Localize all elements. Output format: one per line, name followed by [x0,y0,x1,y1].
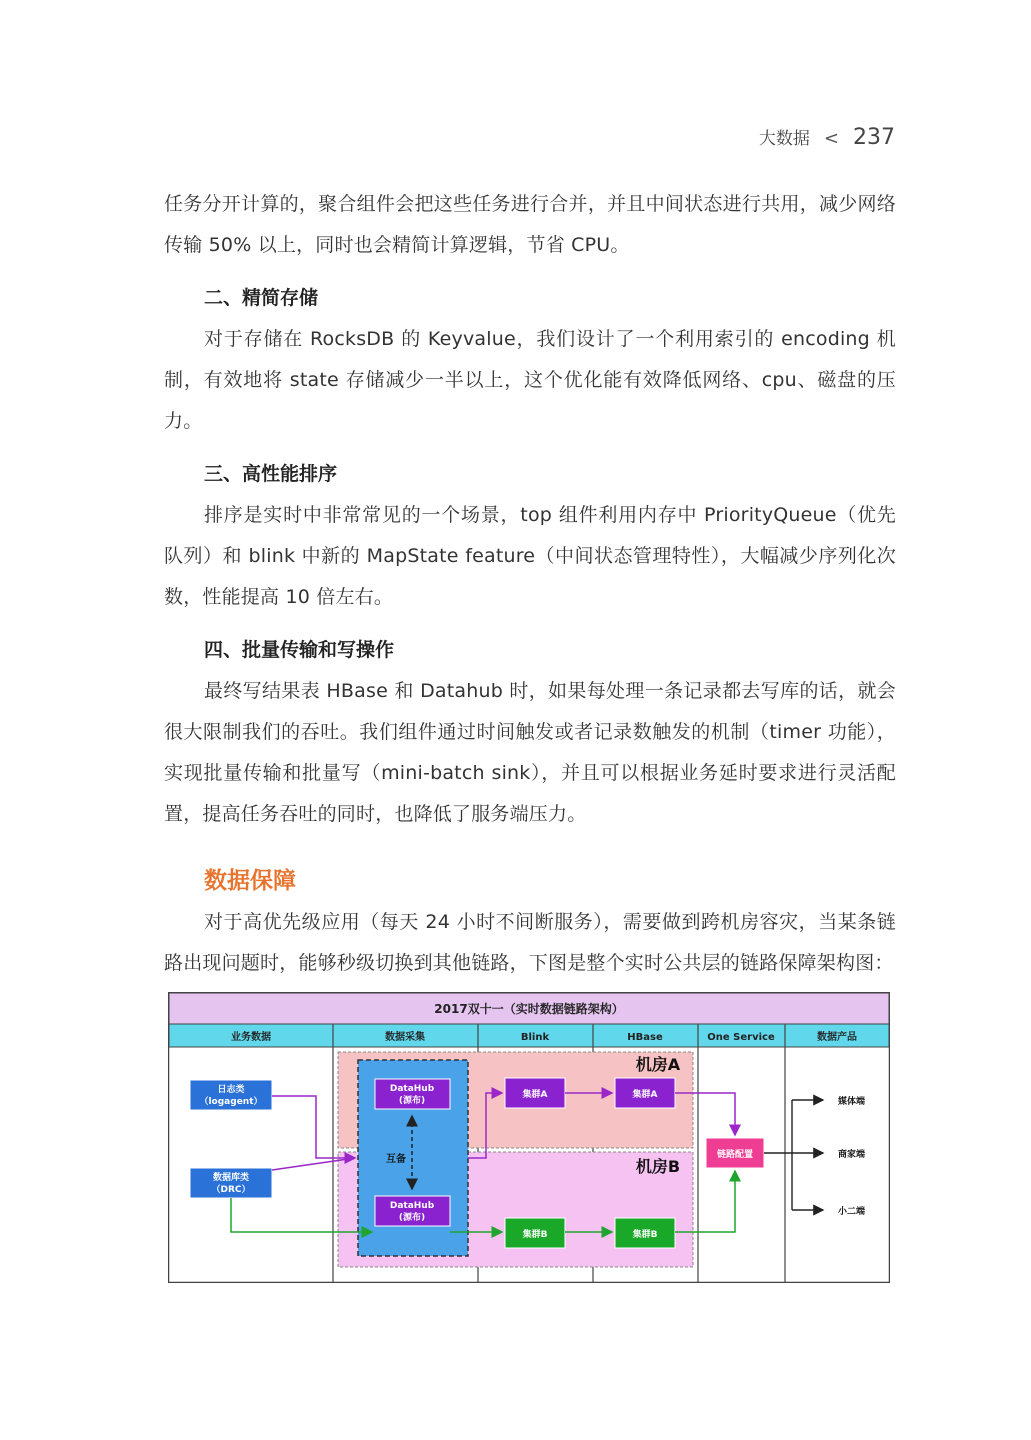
source-log-line1: 日志类 [217,1085,245,1095]
mutual-backup-label: 互备 [386,1154,406,1165]
datahub-a-line2: (源布) [398,1096,426,1106]
page-number: 237 [853,125,895,150]
source-log-line2: （logagent） [199,1097,263,1107]
paragraph-1: 任务分开计算的，聚合组件会把这些任务进行合并，并且中间状态进行共用，减少网络传输 50% 以上，同时也会精简计算逻辑，节省 CPU。 [164,193,896,256]
col-header-business-data: 业务数据 [231,1032,271,1043]
product-media-label: 媒体端 [838,1097,866,1107]
heading-batch: 四、批量传输和写操作 [204,639,395,661]
architecture-diagram [168,992,890,1283]
hbase-cluster-b-label: 集群B [632,1230,658,1240]
paragraph-4: 最终写结果表 HBase 和 Datahub 时，如果每处理一条记录都去写库的话，就会很大限制我们的吞吐。我们组件通过时间触发或者记录数触发的机制（timer 功能），实现批量传输和批量写（mini-batch sink），并且可以根据业务延时要求进行灵活配置，提高任务吞吐的同时，也降低了服务端压力。 [164,680,896,825]
page-header [759,124,895,150]
paragraph-2: 对于存储在 RocksDB 的 Keyvalue，我们设计了一个利用索引的 encoding 机制，有效地将 state 存储减少一半以上，这个优化能有效降低网络、cpu、磁盘的压力。 [164,328,896,432]
col-header-data-product: 数据产品 [817,1032,857,1043]
running-section-title: 大数据 [758,129,810,149]
room-b-label: 机房B [635,1157,681,1176]
datahub-a-line1: DataHub [389,1084,435,1094]
col-header-collection: 数据采集 [385,1032,425,1043]
link-config-label: 链路配置 [716,1150,754,1160]
heading-sorting: 三、高性能排序 [204,463,338,485]
col-header-blink: Blink [520,1032,550,1043]
diagram-title: 2017双十一（实时数据链路架构） [434,1002,624,1016]
col-header-one-service: One Service [707,1032,775,1043]
blink-cluster-b-label: 集群B [522,1230,548,1240]
product-staff-label: 小二端 [838,1207,866,1217]
source-db-line2: （DRC） [211,1185,251,1195]
blink-cluster-a-label: 集群A [522,1090,548,1100]
header-separator: < [823,128,839,149]
room-a-label: 机房A [635,1055,681,1074]
paragraph-3: 排序是实时中非常常见的一个场景，top 组件利用内存中 PriorityQueue（优先队列）和 blink 中新的 MapState feature（中间状态管理特性），大幅减少序列化次数，性能提高 10 倍左右。 [164,504,896,608]
hbase-cluster-a-label: 集群A [632,1090,658,1100]
paragraph-5: 对于高优先级应用（每天 24 小时不间断服务），需要做到跨机房容灾，当某条链路出现问题时，能够秒级切换到其他链路，下图是整个实时公共层的链路保障架构图： [164,911,896,974]
source-db-line1: 数据库类 [212,1173,250,1183]
heading-storage: 二、精简存储 [204,287,319,309]
page-body [164,184,896,984]
col-header-hbase: HBase [627,1032,663,1043]
datahub-b-line2: (源布) [398,1213,426,1223]
datahub-b-line1: DataHub [389,1201,435,1211]
section-title: 数据保障 [204,868,296,894]
product-merchant-label: 商家端 [838,1150,866,1160]
